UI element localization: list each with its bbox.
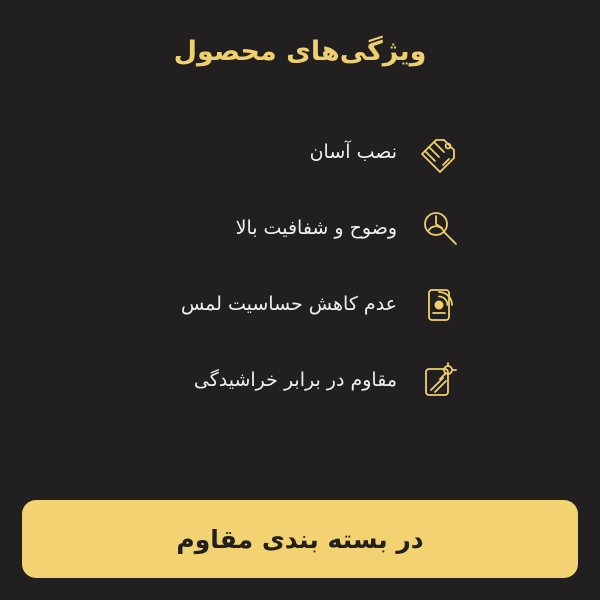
hand-install-icon [411,125,465,179]
list-item [135,277,465,331]
list-item [135,353,465,407]
list-item-label: مقاوم در برابر خراشیدگی [193,369,397,391]
scratch-resistant-icon [411,353,465,407]
magnifier-clarity-icon [411,201,465,255]
list-item-label: وضوح و شفافیت بالا [235,217,397,239]
list-item-label: نصب آسان [309,141,397,163]
feature-list [0,125,600,407]
list-item-label: عدم کاهش حساسیت لمس [180,293,397,315]
list-item [135,201,465,255]
footer-banner [22,500,578,578]
footer-text: در بسته بندی مقاوم [176,524,424,554]
page-title: ویژگی‌های محصول [173,36,427,67]
list-item [135,125,465,179]
touch-sensitivity-icon [411,277,465,331]
